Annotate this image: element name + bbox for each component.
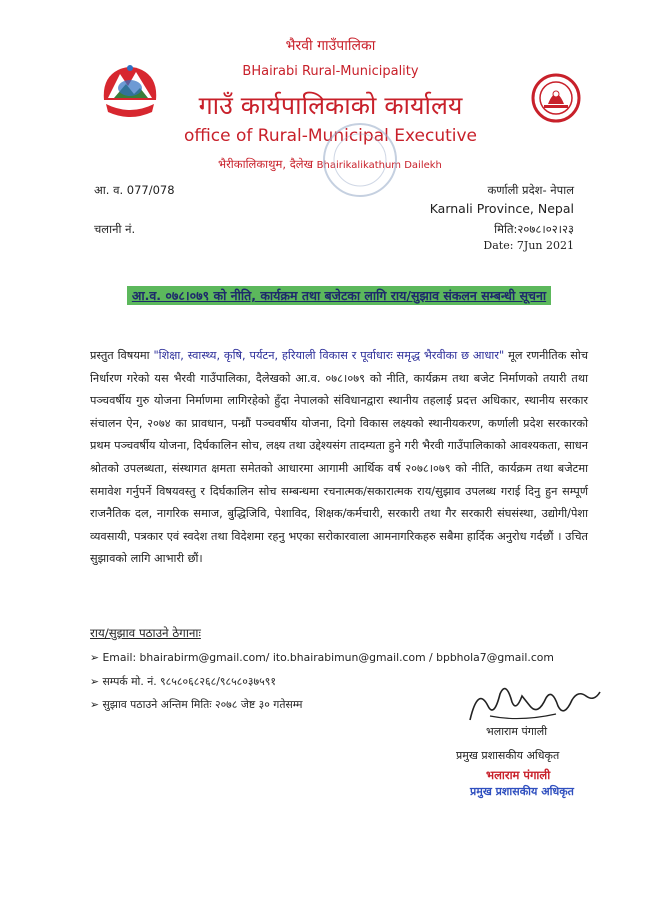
municipality-name-np: भैरवी गाउँपालिका [285, 38, 376, 54]
stamp-title: प्रमुख प्रशासकीय अधिकृत [470, 785, 574, 798]
province-en: Karnali Province, Nepal [429, 201, 574, 216]
body-text: मूल रणनीतिक सोच निर्धारण गरेको यस भैरवी गाउँपालिका, दैलेखको आ.व. ०७८।०७९ को नीति, कार्यक्रम तथा बजेट निर्माणको तयारी तथा पञ्चवर्षीय गुरु योजना निर्माणमा लागिरहेको हुँदा नेपालको संविधानद्वारा स्थानीय तहलाई प्रदत्त अधिकार, स्थानीय सरकार संचालन ऐन, २०७४ का प्रावधान, पन्ध्रौं पञ्चवर्षीय योजना, दिगो विकास लक्ष्यको स्थानीयकरण, कर्णाली प्रदेश सरकारको प्रथम पञ्चवर्षीय योजना, दिर्घकालिन सोच, लक्ष्य तथा उद्देश्यसंग तादम्यता हुने गरी भैरवी गाउँपालिकाको आवश्यकता, साधन श्रोतको उपलब्धता, संस्थागत क्षमता समेतको आधारमा आगामी आर्थिक वर्ष २०७८।०७९ को नीति, कार्यक्रम तथा बजेटमा समावेश गर्नुपर्ने विषयवस्तु र दिर्घकालिन सोच सम्बन्धमा रचनात्मक/सकारात्मक राय/सुझाव उपलब्ध गराई दिनु हुन सम्पूर्ण राजनैतिक दल, नागरिक समाज, बुद्धिजिवि, पेशाविद, शिक्षक/कर्मचारी, सरकारी तथा गैर सरकारी संघसंस्था, उद्योगी/पेशा व्यवसायी, पत्रकार एवं स्वदेश तथा विदेशमा रहनु भएका सरोकारवाला आमनागरिकहरु सबैमा हार्दिक अनुरोध गर्दछौं । उचित सुझावको लागि आभारी छौं। [90, 349, 589, 566]
stamp-name: भलाराम पंगाली [486, 768, 551, 782]
subject-heading [108, 282, 570, 309]
address-np: भैरीकालिकाथुम, दैलेख [218, 157, 314, 171]
deadline-item: ➢ सुझाव पठाउने अन्तिम मितिः २०७८ जेष्ट ३० गतेसम्म [90, 698, 303, 711]
office-seal-stamp [320, 120, 400, 200]
office-name-en: office of Rural-Municipal Executive [183, 126, 478, 146]
contact-email-item: ➢ Email: bhairabirm@gmail.com/ ito.bhairabimun@gmail.com / bpbhola7@gmail.com [90, 651, 554, 664]
body-quote: "शिक्षा, स्वास्थ्य, कृषि, पर्यटन, हरियाली विकास र पूर्वाधारः समृद्ध भैरवीका छ आधार" [153, 349, 505, 362]
arrow-bullet-icon: ➢ [90, 651, 103, 664]
contact-phone-item: ➢ सम्पर्क मो. नं. ९८५८०६८२६८/९८५८०३७५९१ [90, 675, 276, 688]
address-en: Bhairikalikathum Dailekh [316, 160, 442, 171]
body-intro: प्रस्तुत विषयमा [90, 349, 150, 362]
chalani-number: चलानी नं. [94, 222, 136, 236]
office-name-np: गाउँ कार्यपालिकाको कार्यालय [198, 91, 463, 120]
province-np: कर्णाली प्रदेश- नेपाल [487, 183, 574, 197]
body-paragraph [90, 345, 588, 571]
municipality-name-en: BHairabi Rural-Municipality [242, 64, 419, 79]
date-en: Date: 7Jun 2021 [483, 239, 574, 252]
handwritten-signature [460, 676, 610, 728]
fiscal-year: आ. व. 077/078 [94, 183, 175, 197]
subject-text: आ.व. ०७८।०७९ को नीति, कार्यक्रम तथा बजेटका लागि राय/सुझाव संकलन सम्बन्धी सूचना [127, 286, 551, 305]
signatory-name: भलाराम पंगाली [486, 725, 548, 738]
signatory-title: प्रमुख प्रशासकीय अधिकृत [456, 749, 560, 762]
arrow-bullet-icon: ➢ [90, 698, 103, 711]
date-np: मिति:२०७८।०२।२३ [494, 222, 574, 236]
address-section-title: राय/सुझाव पठाउने ठेगानाः [90, 626, 201, 640]
arrow-bullet-icon: ➢ [90, 675, 103, 688]
